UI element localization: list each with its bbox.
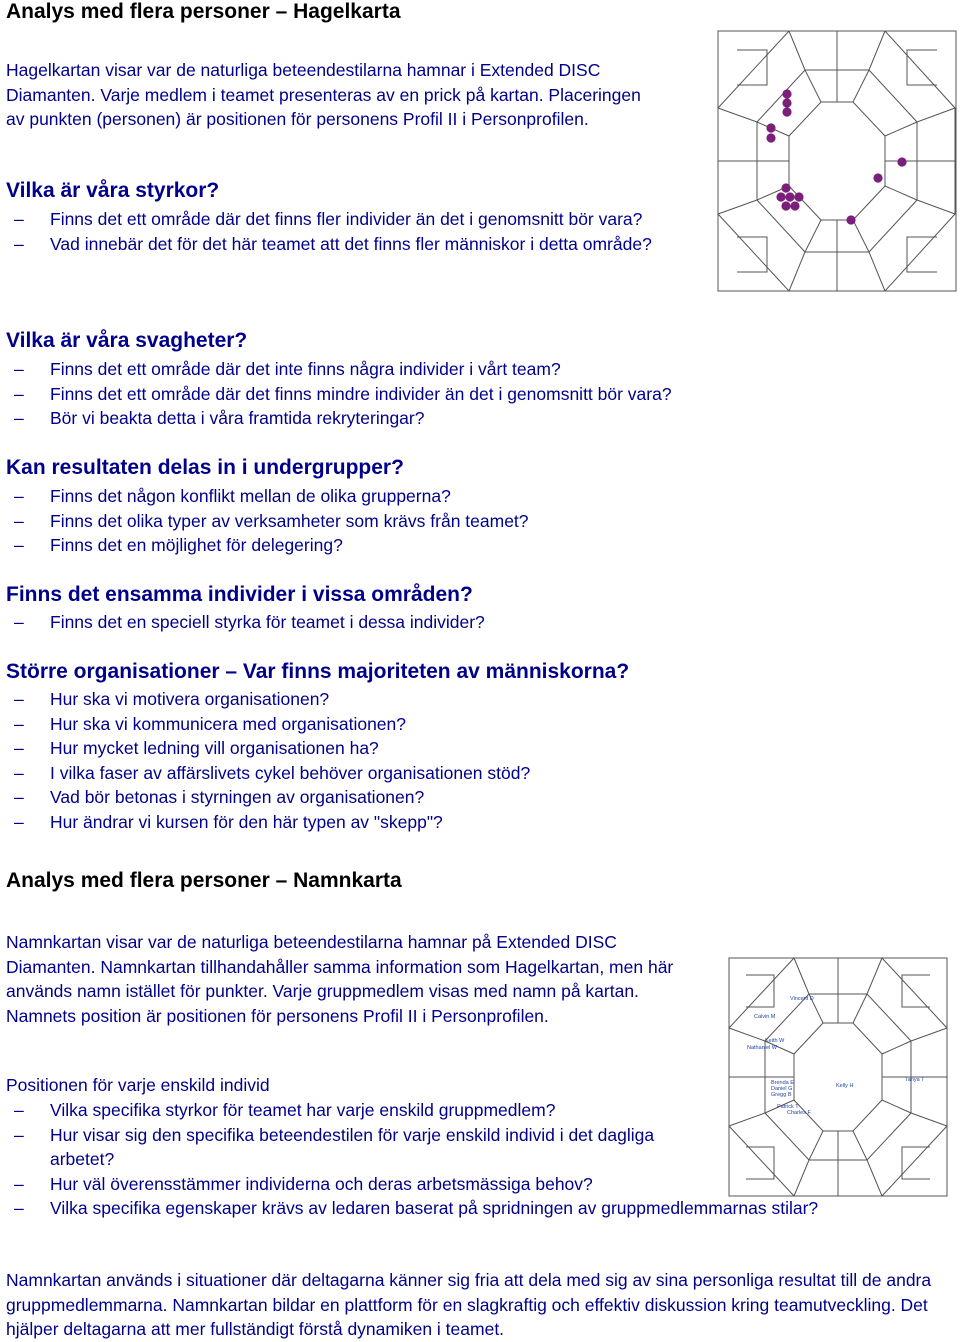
hail-dot xyxy=(873,173,882,182)
hail-dot xyxy=(846,215,855,224)
strengths-heading: Vilka är våra styrkor? xyxy=(6,179,220,202)
list-item: – Finns det någon konflikt mellan de olika grupperna? xyxy=(6,484,926,509)
hail-dot xyxy=(781,183,790,192)
hail-dot xyxy=(782,107,791,116)
hail-dot xyxy=(794,192,803,201)
section1-title: Analys med flera personer – Hagelkarta xyxy=(6,0,401,23)
name-label: Keith W xyxy=(765,1038,785,1044)
list-item: – Hur mycket ledning vill organisationen ha? xyxy=(6,736,926,761)
list-item: – Finns det en speciell styrka för teamet i dessa individer? xyxy=(6,610,926,635)
larger-orgs-heading: Större organisationer – Var finns majoriteten av människorna? xyxy=(6,660,630,683)
name-label: Nathaniel W xyxy=(747,1045,777,1051)
hail-dot xyxy=(790,201,799,210)
list-item: – Vilka specifika egenskaper krävs av ledaren baserat på spridningen av gruppmedlemmarnas stilar? xyxy=(6,1196,916,1221)
closing-paragraph: Namnkartan används i situationer där deltagarna känner sig fria att dela med sig av sina personliga resultat till de andra gruppmedlemmarna. Namnkartan bildar en plattform för en slagkraftig och effektiv diskussion kring teamutveckling. Det hjälper deltagarna att mer fullständigt förstå dynamiken i teamet. xyxy=(6,1270,932,1339)
list-item: – Hur ska vi motivera organisationen? xyxy=(6,687,926,712)
name-label: Gregg B xyxy=(771,1092,792,1098)
section2-title: Analys med flera personer – Namnkarta xyxy=(6,869,402,892)
list-item: – Finns det olika typer av verksamheter som krävs från teamet? xyxy=(6,509,926,534)
individual-heading: Positionen för varje enskild individ xyxy=(6,1075,270,1095)
hail-dot xyxy=(782,89,791,98)
list-item: – Finns det ett område där det finns fler individer än det i genomsnitt bör vara? xyxy=(6,207,696,232)
list-item: – Bör vi beakta detta i våra framtida rekryteringar? xyxy=(6,406,926,431)
list-item: – Hur visar sig den specifika beteendestilen för varje enskild individ i det dagliga arbetet? xyxy=(6,1123,700,1172)
list-item: – Vilka specifika styrkor för teamet har varje enskild gruppmedlem? xyxy=(6,1098,916,1123)
name-label: Patrick T xyxy=(777,1104,799,1110)
name-label: Brenda E xyxy=(771,1080,794,1086)
strengths-list xyxy=(6,207,696,256)
hail-dot xyxy=(897,157,906,166)
list-item: – Hur ska vi kommunicera med organisationen? xyxy=(6,712,926,737)
hail-dot xyxy=(766,123,775,132)
hail-dot xyxy=(776,192,785,201)
weaknesses-heading: Vilka är våra svagheter? xyxy=(6,329,248,352)
name-label: Tanya T xyxy=(905,1077,925,1083)
hail-map xyxy=(717,30,957,292)
section1-intro: Hagelkartan visar var de naturliga beteendestilarna hamnar i Extended DISC Diamanten. Varje medlem i teamet presenteras av en prick på kartan. Placeringen av punkten (personen) är positionen för personens Profil II i Personprofilen. xyxy=(6,60,641,129)
loners-list xyxy=(6,610,926,635)
list-item: – Finns det ett område där det finns mindre individer än det i genomsnitt bör vara? xyxy=(6,382,926,407)
name-map xyxy=(728,957,948,1197)
name-label: Charles F xyxy=(787,1110,811,1116)
loners-heading: Finns det ensamma individer i vissa områden? xyxy=(6,583,473,606)
list-item: – Hur ändrar vi kursen för den här typen av "skepp"? xyxy=(6,810,926,835)
list-item: – Vad innebär det för det här teamet att det finns fler människor i detta område? xyxy=(6,232,696,257)
larger-orgs-list xyxy=(6,687,926,834)
hail-dot xyxy=(766,133,775,142)
weaknesses-list xyxy=(6,357,926,431)
subgroups-heading: Kan resultaten delas in i undergrupper? xyxy=(6,456,404,479)
name-label: Calvin M xyxy=(754,1014,776,1020)
hail-dot xyxy=(781,201,790,210)
list-item: – Finns det ett område där det inte finns några individer i vårt team? xyxy=(6,357,926,382)
name-label: Daniel G xyxy=(771,1086,793,1092)
section2-intro: Namnkartan visar var de naturliga beteendestilarna hamnar på Extended DISC Diamanten. Namnkartan tillhandahåller samma information som Hagelkartan, men här används namn istället för punkter. Varje gruppmedlem visas med namn på kartan. Namnets position är positionen för personens Profil II i Personprofilen. xyxy=(6,932,674,1026)
name-label: Vincent D xyxy=(790,996,814,1002)
list-item: – Finns det en möjlighet för delegering? xyxy=(6,533,926,558)
hail-dot xyxy=(782,98,791,107)
name-label: Kelly H xyxy=(836,1083,854,1089)
list-item: – Vad bör betonas i styrningen av organisationen? xyxy=(6,785,926,810)
subgroups-list xyxy=(6,484,926,558)
list-item: – Hur väl överensstämmer individerna och deras arbetsmässiga behov? xyxy=(6,1172,916,1197)
hail-dot xyxy=(785,192,794,201)
list-item: – I vilka faser av affärslivets cykel behöver organisationen stöd? xyxy=(6,761,926,786)
